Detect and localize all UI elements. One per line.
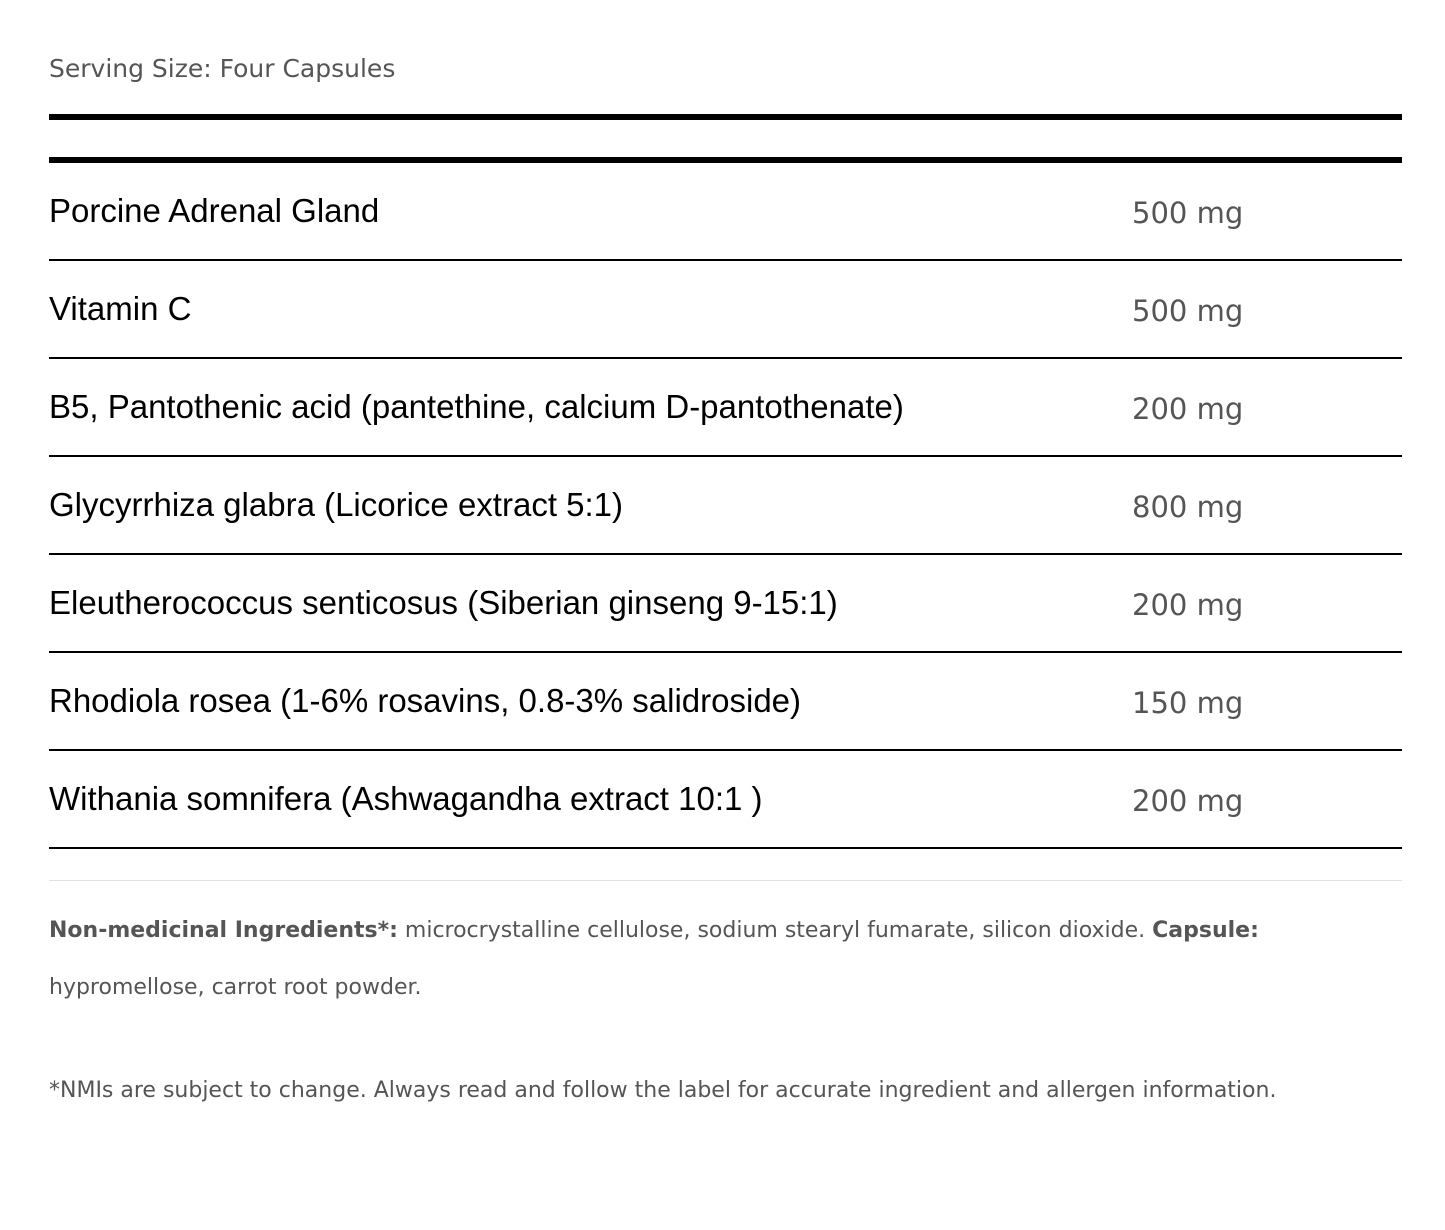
- ingredient-name: Rhodiola rosea (1-6% rosavins, 0.8-3% salidroside): [49, 682, 802, 719]
- ingredient-amount: 150 mg: [1132, 686, 1244, 720]
- table-row: [49, 359, 1402, 457]
- ingredient-name: Eleutherococcus senticosus (Siberian ginseng 9-15:1): [49, 584, 838, 621]
- table-row: [49, 555, 1402, 653]
- capsule-text: hypromellose, carrot root powder.: [49, 975, 422, 1000]
- section-divider: [49, 880, 1402, 881]
- nmi-disclaimer: *NMIs are subject to change. Always read and follow the label for accurate ingredient and allergen information.: [49, 1078, 1277, 1103]
- non-medicinal-label: Non-medicinal Ingredients*:: [49, 918, 398, 943]
- ingredient-name: Glycyrrhiza glabra (Licorice extract 5:1): [49, 486, 624, 523]
- table-row: [49, 261, 1402, 359]
- ingredient-amount: 200 mg: [1132, 392, 1244, 426]
- serving-size: Serving Size: Four Capsules: [49, 54, 396, 83]
- table-row: [49, 163, 1402, 261]
- top-divider: [49, 114, 1402, 120]
- ingredient-amount: 200 mg: [1132, 784, 1244, 818]
- ingredient-name: Porcine Adrenal Gland: [49, 192, 380, 229]
- ingredient-amount: 500 mg: [1132, 294, 1244, 328]
- ingredient-amount: 500 mg: [1132, 196, 1244, 230]
- ingredient-name: Vitamin C: [49, 290, 192, 327]
- non-medicinal-ingredients: [49, 902, 1349, 1016]
- table-row: [49, 751, 1402, 849]
- ingredient-table: [49, 163, 1402, 849]
- ingredient-amount: 200 mg: [1132, 588, 1244, 622]
- ingredient-amount: 800 mg: [1132, 490, 1244, 524]
- ingredient-name: B5, Pantothenic acid (pantethine, calcium D-pantothenate): [49, 388, 904, 425]
- table-row: [49, 653, 1402, 751]
- capsule-label: Capsule:: [1152, 918, 1259, 943]
- ingredient-name: Withania somnifera (Ashwagandha extract 10:1 ): [49, 780, 763, 817]
- table-row: [49, 457, 1402, 555]
- non-medicinal-text: microcrystalline cellulose, sodium stearyl fumarate, silicon dioxide.: [397, 918, 1153, 943]
